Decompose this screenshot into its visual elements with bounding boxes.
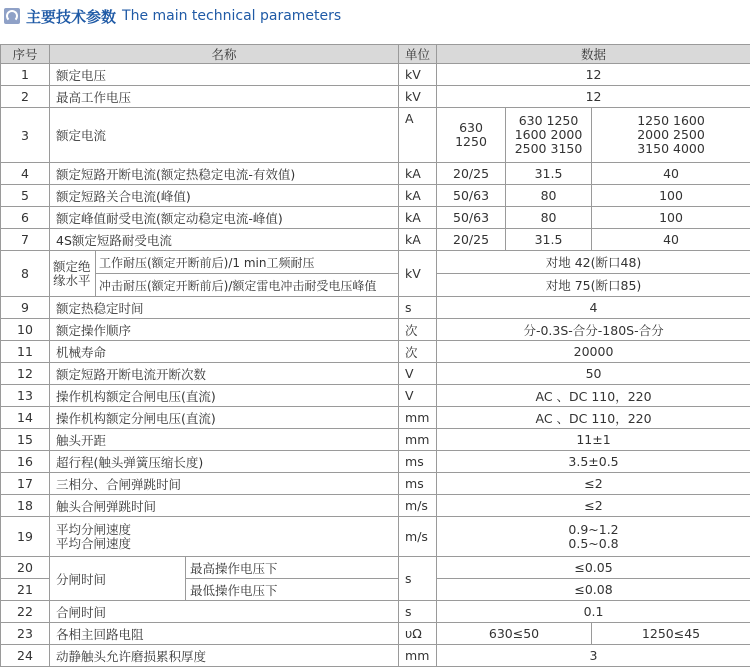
row-name: 额定峰值耐受电流(额定动稳定电流-峰值)	[50, 207, 399, 229]
row-unit: V	[399, 363, 437, 385]
row-name: 触头合闸弹跳时间	[50, 495, 399, 517]
row-value	[437, 517, 750, 557]
row-unit: A	[399, 108, 437, 163]
row-no: 10	[1, 319, 50, 341]
row-value-2	[506, 108, 592, 163]
row-sub-name: 最低操作电压下	[186, 579, 399, 601]
row-sub-name: 工作耐压(额定开断前后)/1 min工频耐压	[96, 251, 399, 274]
header-row	[1, 45, 750, 64]
row-unit: kA	[399, 229, 437, 251]
row-unit: mm	[399, 429, 437, 451]
table-row	[1, 274, 750, 297]
value-line: 1250 1600	[594, 114, 748, 128]
row-name: 操作机构额定合闸电压(直流)	[50, 385, 399, 407]
row-unit: kA	[399, 185, 437, 207]
table-row	[1, 429, 750, 451]
row-value: 12	[437, 86, 750, 108]
row-value: 12	[437, 64, 750, 86]
row-unit: 次	[399, 319, 437, 341]
row-value: 20000	[437, 341, 750, 363]
row-value-2: 31.5	[506, 229, 592, 251]
table-row	[1, 363, 750, 385]
table-row	[1, 451, 750, 473]
value-line: 1250	[439, 135, 503, 149]
table-row	[1, 163, 750, 185]
row-name: 额定操作顺序	[50, 319, 399, 341]
section-icon	[4, 8, 20, 24]
table-row	[1, 623, 750, 645]
row-no: 20	[1, 557, 50, 579]
table-row	[1, 341, 750, 363]
row-no: 1	[1, 64, 50, 86]
parameters-table	[0, 44, 750, 667]
row-sub-name: 冲击耐压(额定开断前后)/额定雷电冲击耐受电压峰值	[96, 274, 399, 297]
row-no: 22	[1, 601, 50, 623]
row-no: 24	[1, 645, 50, 667]
row-no: 8	[1, 251, 50, 297]
row-unit: s	[399, 601, 437, 623]
row-no: 13	[1, 385, 50, 407]
title-chinese: 主要技术参数	[26, 6, 116, 27]
row-value-3	[592, 108, 750, 163]
table-row	[1, 319, 750, 341]
row-value-1: 20/25	[437, 229, 506, 251]
row-group-name: 额定绝缘水平	[50, 251, 96, 297]
row-value-2: 1250≤45	[592, 623, 750, 645]
row-no: 19	[1, 517, 50, 557]
row-name: 各相主回路电阻	[50, 623, 399, 645]
row-unit: s	[399, 297, 437, 319]
row-no: 21	[1, 579, 50, 601]
row-name: 4S额定短路耐受电流	[50, 229, 399, 251]
row-no: 9	[1, 297, 50, 319]
row-value: 3.5±0.5	[437, 451, 750, 473]
col-name-header: 名称	[50, 45, 399, 64]
row-group-name: 分闸时间	[50, 557, 186, 601]
row-value-1: 50/63	[437, 185, 506, 207]
row-value: AC 、DC 110，220	[437, 385, 750, 407]
table-row	[1, 601, 750, 623]
row-unit: m/s	[399, 517, 437, 557]
row-value-3: 40	[592, 163, 750, 185]
row-name: 超行程(触头弹簧压缩长度)	[50, 451, 399, 473]
row-unit: kV	[399, 86, 437, 108]
row-name: 额定电压	[50, 64, 399, 86]
row-unit: m/s	[399, 495, 437, 517]
row-sub-name: 最高操作电压下	[186, 557, 399, 579]
table-row	[1, 645, 750, 667]
row-unit: 次	[399, 341, 437, 363]
col-unit-header: 单位	[399, 45, 437, 64]
table-row	[1, 407, 750, 429]
row-name: 额定电流	[50, 108, 399, 163]
col-data-header: 数据	[437, 45, 750, 64]
row-no: 14	[1, 407, 50, 429]
row-unit: kA	[399, 207, 437, 229]
row-value: ≤0.08	[437, 579, 750, 601]
row-value: ≤2	[437, 495, 750, 517]
row-unit: ms	[399, 451, 437, 473]
row-value: AC 、DC 110，220	[437, 407, 750, 429]
row-value: 50	[437, 363, 750, 385]
row-no: 17	[1, 473, 50, 495]
row-value-3: 100	[592, 185, 750, 207]
row-unit: kV	[399, 64, 437, 86]
row-name: 额定短路开断电流开断次数	[50, 363, 399, 385]
row-no: 16	[1, 451, 50, 473]
row-unit: υΩ	[399, 623, 437, 645]
row-no: 6	[1, 207, 50, 229]
table-row	[1, 86, 750, 108]
row-value-1: 630≤50	[437, 623, 592, 645]
row-name: 三相分、合闸弹跳时间	[50, 473, 399, 495]
value-line: 0.9~1.2	[439, 523, 748, 537]
row-name: 额定短路关合电流(峰值)	[50, 185, 399, 207]
title-english: The main technical parameters	[122, 8, 341, 24]
row-unit: s	[399, 557, 437, 601]
row-name: 触头开距	[50, 429, 399, 451]
row-value-3: 40	[592, 229, 750, 251]
table-row	[1, 557, 750, 579]
table-row	[1, 473, 750, 495]
value-line: 630	[439, 121, 503, 135]
parameters-table-wrap	[0, 44, 750, 667]
row-unit: kV	[399, 251, 437, 297]
row-unit: mm	[399, 407, 437, 429]
row-value: 对地 75(断口85)	[437, 274, 750, 297]
table-row	[1, 297, 750, 319]
row-no: 11	[1, 341, 50, 363]
row-value-1: 50/63	[437, 207, 506, 229]
row-value-2: 80	[506, 185, 592, 207]
table-row	[1, 385, 750, 407]
row-name: 合闸时间	[50, 601, 399, 623]
row-no: 18	[1, 495, 50, 517]
row-value: 3	[437, 645, 750, 667]
row-unit: ms	[399, 473, 437, 495]
row-no: 12	[1, 363, 50, 385]
row-no: 7	[1, 229, 50, 251]
row-value: ≤0.05	[437, 557, 750, 579]
table-row	[1, 64, 750, 86]
row-no: 23	[1, 623, 50, 645]
row-name: 额定热稳定时间	[50, 297, 399, 319]
value-line: 0.5~0.8	[439, 537, 748, 551]
value-line: 630 1250	[508, 114, 589, 128]
row-no: 15	[1, 429, 50, 451]
table-row	[1, 251, 750, 274]
row-value: 分-0.3S-合分-180S-合分	[437, 319, 750, 341]
page-header	[0, 0, 750, 32]
value-line: 2500 3150	[508, 142, 589, 156]
row-no: 5	[1, 185, 50, 207]
table-row	[1, 108, 750, 163]
row-value-1	[437, 108, 506, 163]
row-value: 0.1	[437, 601, 750, 623]
row-value: 4	[437, 297, 750, 319]
value-line: 1600 2000	[508, 128, 589, 142]
row-name: 最高工作电压	[50, 86, 399, 108]
row-name: 动静触头允许磨损累积厚度	[50, 645, 399, 667]
row-name: 操作机构额定分闸电压(直流)	[50, 407, 399, 429]
row-unit: V	[399, 385, 437, 407]
row-no: 4	[1, 163, 50, 185]
row-unit: mm	[399, 645, 437, 667]
table-row	[1, 495, 750, 517]
name-line: 平均合闸速度	[56, 537, 396, 551]
row-value-2: 80	[506, 207, 592, 229]
row-value: 11±1	[437, 429, 750, 451]
value-line: 3150 4000	[594, 142, 748, 156]
row-name	[50, 517, 399, 557]
row-value-1: 20/25	[437, 163, 506, 185]
col-no-header: 序号	[1, 45, 50, 64]
row-value: 对地 42(断口48)	[437, 251, 750, 274]
table-row	[1, 185, 750, 207]
table-row	[1, 517, 750, 557]
row-value: ≤2	[437, 473, 750, 495]
table-row	[1, 229, 750, 251]
value-line: 2000 2500	[594, 128, 748, 142]
row-no: 2	[1, 86, 50, 108]
row-name: 额定短路开断电流(额定热稳定电流-有效值)	[50, 163, 399, 185]
row-name: 机械寿命	[50, 341, 399, 363]
row-no: 3	[1, 108, 50, 163]
row-value-3: 100	[592, 207, 750, 229]
row-unit: kA	[399, 163, 437, 185]
row-value-2: 31.5	[506, 163, 592, 185]
name-line: 平均分闸速度	[56, 523, 396, 537]
table-row	[1, 207, 750, 229]
